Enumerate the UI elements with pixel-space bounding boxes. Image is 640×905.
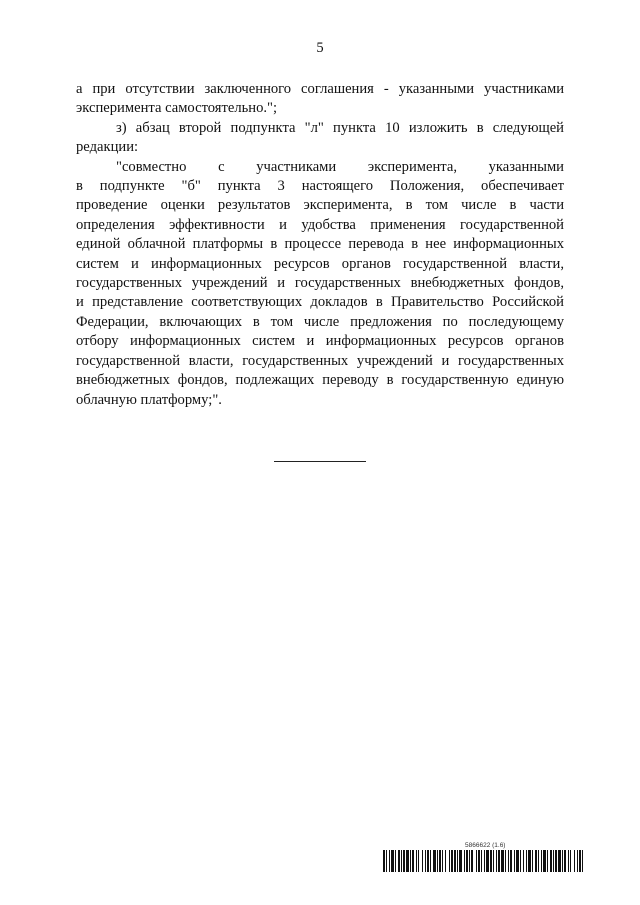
text-line: внебюджетных фондов, подлежащих переводу в государственную единую (76, 372, 564, 389)
text-line: и представление соответствующих докладов в Правительство Российской (76, 294, 564, 311)
text-line: проведение оценки результатов эксперимента, в том числе в части (76, 197, 564, 214)
text-line: редакции: (76, 139, 139, 156)
section-separator (274, 461, 366, 462)
barcode (383, 850, 585, 872)
text-line: государственных учреждений и государственных внебюджетных фондов, (76, 275, 564, 292)
text-line: облачную платформу;". (76, 391, 222, 408)
text-line: систем и информационных ресурсов органов государственной власти, (76, 255, 564, 272)
text-line: в подпункте "б" пункта 3 настоящего Положения, обеспечивает (76, 178, 564, 195)
text-line: отбору информационных систем и информационных ресурсов органов (76, 333, 564, 350)
text-line: эксперимента самостоятельно."; (76, 100, 278, 117)
barcode-number: 5866622 (1.6) (465, 842, 506, 849)
text-line: определения эффективности и удобства применения государственной (76, 216, 564, 233)
document-body (76, 80, 564, 410)
text-line: единой облачной платформы в процессе перевода в нее информационных (76, 236, 564, 253)
text-line: "совместно с участниками эксперимента, указанными (116, 158, 564, 175)
barcode-bar (583, 850, 585, 872)
text-line: Федерации, включающих в том числе предложения по последующему (76, 313, 564, 330)
text-line: а при отсутствии заключенного соглашения - указанными участниками (76, 81, 564, 97)
page-number: 5 (316, 40, 324, 56)
text-line: з) абзац второй подпункта "л" пункта 10 изложить в следующей (116, 119, 564, 136)
text-line: государственной власти, государственных учреждений и государственных (76, 352, 564, 369)
